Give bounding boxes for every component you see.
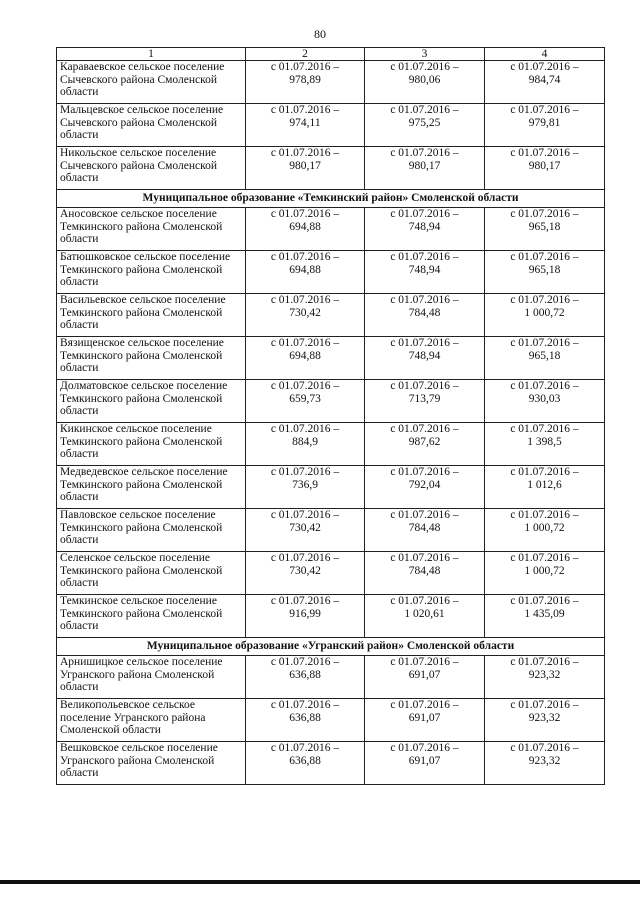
section-header-row: [57, 190, 605, 208]
tariff-value: 884,9: [292, 435, 318, 448]
tariff-cell: [246, 208, 365, 251]
tariff-value: 691,07: [408, 754, 441, 767]
tariff-period: с 01.07.2016 –: [510, 552, 579, 564]
section-title: Муниципальное образование «Угранский район» Смоленской области: [57, 638, 605, 656]
tariff-period: с 01.07.2016 –: [510, 466, 579, 478]
tariff-value: 748,94: [408, 349, 441, 362]
page-number: 80: [314, 27, 326, 41]
tariff-period: с 01.07.2016 –: [390, 251, 459, 263]
tariff-period: с 01.07.2016 –: [390, 208, 459, 220]
tariff-cell: [365, 552, 485, 595]
tariff-cell: [246, 380, 365, 423]
settlement-name: Вешковское сельское поселение Угранского района Смоленской области: [57, 742, 246, 785]
tariff-cell: [365, 208, 485, 251]
table-row: [57, 466, 605, 509]
tariff-cell: [365, 61, 485, 104]
tariff-period: с 01.07.2016 –: [390, 466, 459, 478]
tariff-cell: [246, 656, 365, 699]
tariff-period: с 01.07.2016 –: [510, 61, 579, 73]
tariff-value: 965,18: [528, 263, 561, 276]
tariff-value: 694,88: [289, 220, 321, 233]
tariff-cell: [365, 337, 485, 380]
tariff-value: 748,94: [408, 220, 441, 233]
settlement-name: Павловское сельское поселение Темкинского района Смоленской области: [57, 509, 246, 552]
tariff-cell: [485, 699, 605, 742]
tariff-period: с 01.07.2016 –: [390, 104, 459, 116]
tariff-value: 965,18: [528, 220, 561, 233]
settlement-name: Никольское сельское поселение Сычевского района Смоленской области: [57, 147, 246, 190]
settlement-name: Вязищенское сельское поселение Темкинского района Смоленской области: [57, 337, 246, 380]
tariff-period: с 01.07.2016 –: [270, 552, 340, 564]
tariff-value: 1 435,09: [524, 607, 565, 620]
settlement-name: Васильевское сельское поселение Темкинского района Смоленской области: [57, 294, 246, 337]
tariff-period: с 01.07.2016 –: [270, 466, 340, 478]
tariff-cell: [485, 509, 605, 552]
tariff-value: 923,32: [528, 711, 561, 724]
tariff-period: с 01.07.2016 –: [510, 380, 579, 392]
tariff-period: с 01.07.2016 –: [390, 656, 459, 668]
tariff-cell: [246, 251, 365, 294]
tariff-cell: [365, 147, 485, 190]
tariff-value: 975,25: [408, 116, 441, 129]
settlement-name: Мальцевское сельское поселение Сычевского района Смоленской области: [57, 104, 246, 147]
tariff-period: с 01.07.2016 –: [270, 294, 340, 306]
tariff-period: с 01.07.2016 –: [510, 337, 579, 349]
table-row: [57, 208, 605, 251]
tariff-cell: [365, 509, 485, 552]
tariff-period: с 01.07.2016 –: [270, 656, 340, 668]
tariff-cell: [246, 595, 365, 638]
tariff-value: 984,74: [528, 73, 561, 86]
settlement-name: Долматовское сельское поселение Темкинского района Смоленской области: [57, 380, 246, 423]
tariff-value: 1 020,61: [404, 607, 445, 620]
table-row: [57, 656, 605, 699]
tariff-period: с 01.07.2016 –: [270, 423, 340, 435]
settlement-name: Батюшковское сельское поселение Темкинского района Смоленской области: [57, 251, 246, 294]
tariff-period: с 01.07.2016 –: [390, 380, 459, 392]
tariff-period: с 01.07.2016 –: [390, 294, 459, 306]
tariff-period: с 01.07.2016 –: [510, 656, 579, 668]
tariff-cell: [365, 742, 485, 785]
tariff-value: 930,03: [528, 392, 561, 405]
tariff-cell: [485, 742, 605, 785]
tariff-period: с 01.07.2016 –: [390, 699, 459, 711]
tariff-cell: [485, 61, 605, 104]
tariff-period: с 01.07.2016 –: [510, 104, 579, 116]
tariff-value: 736,9: [292, 478, 318, 491]
tariff-cell: [485, 208, 605, 251]
tariff-cell: [365, 251, 485, 294]
table-row: [57, 147, 605, 190]
table-row: [57, 423, 605, 466]
settlement-name: Арнишицкое сельское поселение Угранского района Смоленской области: [57, 656, 246, 699]
settlement-name: Кикинское сельское поселение Темкинского района Смоленской области: [57, 423, 246, 466]
tariff-cell: [485, 380, 605, 423]
tariff-value: 978,89: [289, 73, 321, 86]
tariff-cell: [365, 595, 485, 638]
tariff-value: 965,18: [528, 349, 561, 362]
tariff-period: с 01.07.2016 –: [390, 509, 459, 521]
tariff-value: 694,88: [289, 349, 321, 362]
tariff-cell: [246, 509, 365, 552]
table-row: [57, 61, 605, 104]
tariff-cell: [485, 337, 605, 380]
tariff-value: 691,07: [408, 668, 441, 681]
tariff-cell: [246, 699, 365, 742]
tariff-value: 916,99: [289, 607, 321, 620]
tariff-value: 980,17: [289, 159, 321, 172]
tariff-cell: [365, 423, 485, 466]
tariff-cell: [365, 380, 485, 423]
tariff-value: 784,48: [408, 306, 441, 319]
tariff-value: 730,42: [289, 564, 321, 577]
tariff-value: 636,88: [289, 668, 321, 681]
table-row: [57, 699, 605, 742]
tariff-cell: [246, 423, 365, 466]
tariff-cell: [246, 104, 365, 147]
tariff-value: 730,42: [289, 306, 321, 319]
column-header: 3: [365, 48, 485, 61]
tariff-cell: [485, 656, 605, 699]
tariff-period: с 01.07.2016 –: [270, 742, 340, 754]
tariff-value: 636,88: [289, 754, 321, 767]
settlement-name: Караваевское сельское поселение Сычевского района Смоленской области: [57, 61, 246, 104]
table-row: [57, 509, 605, 552]
tariff-cell: [365, 699, 485, 742]
tariff-value: 1 000,72: [524, 564, 565, 577]
column-header: 1: [57, 48, 246, 61]
table-row: [57, 552, 605, 595]
tariff-cell: [246, 147, 365, 190]
tariff-value: 979,81: [528, 116, 561, 129]
tariff-period: с 01.07.2016 –: [510, 595, 579, 607]
tariff-period: с 01.07.2016 –: [270, 337, 340, 349]
table-row: [57, 337, 605, 380]
tariff-period: с 01.07.2016 –: [270, 380, 340, 392]
tariff-value: 1 398,5: [527, 435, 562, 448]
section-title: Муниципальное образование «Темкинский район» Смоленской области: [57, 190, 605, 208]
tariff-period: с 01.07.2016 –: [510, 423, 579, 435]
tariff-value: 659,73: [289, 392, 321, 405]
settlement-name: Медведевское сельское поселение Темкинского района Смоленской области: [57, 466, 246, 509]
tariff-period: с 01.07.2016 –: [390, 742, 459, 754]
table-row: [57, 294, 605, 337]
tariff-cell: [485, 552, 605, 595]
tariff-period: с 01.07.2016 –: [390, 552, 459, 564]
tariff-cell: [246, 61, 365, 104]
tariff-period: с 01.07.2016 –: [510, 699, 579, 711]
tariff-cell: [365, 294, 485, 337]
tariff-period: с 01.07.2016 –: [390, 147, 459, 159]
tariff-period: с 01.07.2016 –: [270, 61, 340, 73]
table-row: [57, 380, 605, 423]
tariff-value: 980,06: [408, 73, 441, 86]
tariff-value: 987,62: [408, 435, 441, 448]
tariff-period: с 01.07.2016 –: [390, 423, 459, 435]
table-row: [57, 595, 605, 638]
section-header-row: [57, 638, 605, 656]
column-header: 4: [485, 48, 605, 61]
tariff-cell: [365, 104, 485, 147]
tariff-period: с 01.07.2016 –: [390, 595, 459, 607]
tariff-value: 636,88: [289, 711, 321, 724]
tariff-value: 792,04: [408, 478, 441, 491]
tariff-cell: [485, 147, 605, 190]
tariff-period: с 01.07.2016 –: [270, 595, 340, 607]
tariff-value: 1 000,72: [524, 306, 565, 319]
column-header: 2: [246, 48, 365, 61]
settlement-name: Аносовское сельское поселение Темкинского района Смоленской области: [57, 208, 246, 251]
tariff-period: с 01.07.2016 –: [510, 742, 579, 754]
tariff-value: 713,79: [408, 392, 441, 405]
tariff-value: 980,17: [528, 159, 561, 172]
tariff-value: 730,42: [289, 521, 321, 534]
tariff-value: 980,17: [408, 159, 441, 172]
tariff-value: 974,11: [289, 116, 321, 129]
tariff-period: с 01.07.2016 –: [510, 509, 579, 521]
tariff-cell: [246, 466, 365, 509]
tariff-cell: [485, 595, 605, 638]
tariff-period: с 01.07.2016 –: [510, 208, 579, 220]
tariff-period: с 01.07.2016 –: [510, 251, 579, 263]
settlement-name: Селенское сельское поселение Темкинского района Смоленской области: [57, 552, 246, 595]
tariff-period: с 01.07.2016 –: [270, 251, 340, 263]
settlement-name: Темкинское сельское поселение Темкинского района Смоленской области: [57, 595, 246, 638]
tariff-value: 694,88: [289, 263, 321, 276]
tariff-value: 923,32: [528, 668, 561, 681]
settlement-name: Великопольевское сельское поселение Угранского района Смоленской области: [57, 699, 246, 742]
tariff-cell: [246, 552, 365, 595]
tariff-value: 748,94: [408, 263, 441, 276]
tariff-cell: [365, 656, 485, 699]
table-header-row: [57, 48, 605, 61]
tariff-period: с 01.07.2016 –: [270, 104, 340, 116]
tariff-cell: [246, 742, 365, 785]
page-bottom-rule: [0, 880, 640, 884]
tariff-cell: [246, 294, 365, 337]
tariff-value: 1 012,6: [527, 478, 562, 491]
tariff-period: с 01.07.2016 –: [270, 208, 340, 220]
table-row: [57, 251, 605, 294]
tariff-value: 784,48: [408, 521, 441, 534]
tariff-value: 923,32: [528, 754, 561, 767]
tariff-period: с 01.07.2016 –: [510, 147, 579, 159]
tariff-period: с 01.07.2016 –: [270, 509, 340, 521]
tariff-cell: [485, 423, 605, 466]
table-row: [57, 742, 605, 785]
tariff-period: с 01.07.2016 –: [510, 294, 579, 306]
tariff-value: 784,48: [408, 564, 441, 577]
tariff-cell: [365, 466, 485, 509]
tariff-cell: [485, 251, 605, 294]
tariff-cell: [485, 466, 605, 509]
table-row: [57, 104, 605, 147]
tariff-cell: [485, 104, 605, 147]
tariff-value: 1 000,72: [524, 521, 565, 534]
tariff-period: с 01.07.2016 –: [270, 147, 340, 159]
tariff-table: [56, 47, 605, 785]
tariff-cell: [246, 337, 365, 380]
tariff-period: с 01.07.2016 –: [390, 61, 459, 73]
tariff-cell: [485, 294, 605, 337]
tariff-period: с 01.07.2016 –: [390, 337, 459, 349]
tariff-period: с 01.07.2016 –: [270, 699, 340, 711]
tariff-value: 691,07: [408, 711, 441, 724]
